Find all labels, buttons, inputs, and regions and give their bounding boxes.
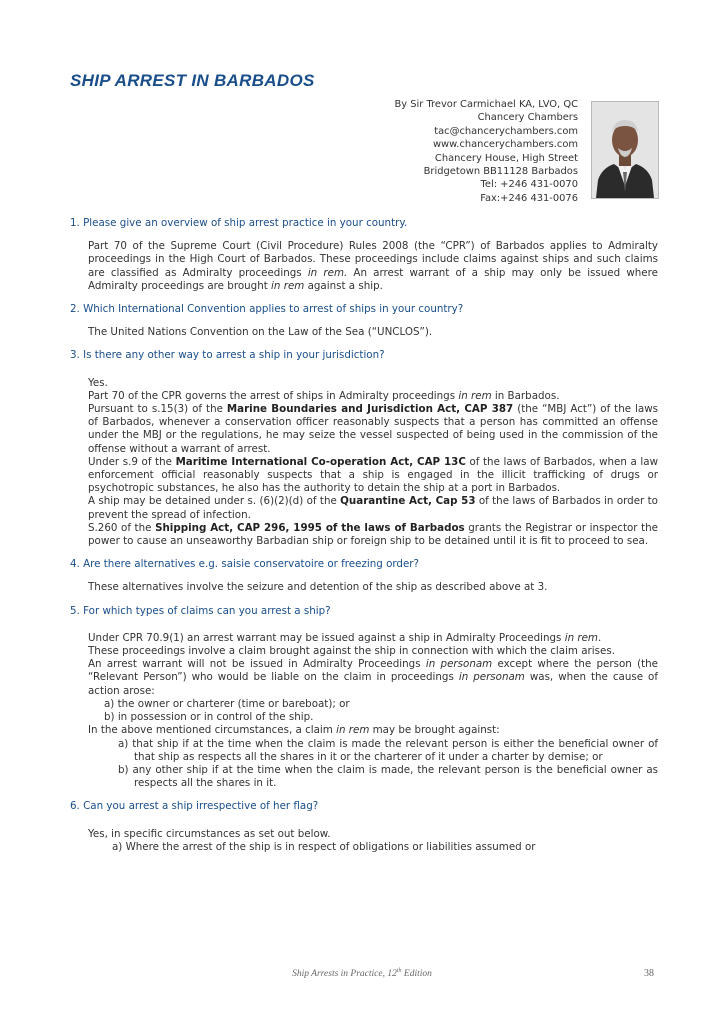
author-tel: Tel: +246 431-0070 [480, 179, 578, 191]
question-6-para-1: Yes, in specific circumstances as set out below. [88, 827, 331, 840]
question-6-heading: 6. Can you arrest a ship irrespective of her flag? [70, 800, 319, 813]
author-website[interactable]: www.chancerychambers.com [432, 139, 578, 151]
portrait-illustration [592, 102, 658, 198]
author-firm: Chancery Chambers [477, 112, 578, 124]
question-5-para-1: Under CPR 70.9(1) an arrest warrant may be issued against a ship in Admiralty Proceedings in rem. [88, 631, 602, 644]
question-2-answer: The United Nations Convention on the Law of the Sea (“UNCLOS”). [88, 326, 433, 339]
question-6-item-a: a) Where the arrest of the ship is in respect of obligations or liabilities assumed or [112, 840, 536, 853]
question-2-heading: 2. Which International Convention applies to arrest of ships in your country? [70, 303, 464, 316]
question-3-para-5: S.260 of the Shipping Act, CAP 296, 1995 of the laws of Barbados grants the Registrar or inspector the power to cause an unseaworthy Barbadian ship or foreign ship to be detained until it is fit to proceed to sea. [88, 521, 659, 548]
question-4-heading: 4. Are there alternatives e.g. saisie conservatoire or freezing order? [70, 558, 419, 571]
page-footer: Ship Arrests in Practice, 12th Edition [292, 968, 432, 980]
page-title: SHIP ARREST IN BARBADOS [70, 71, 315, 90]
question-5-para-2: These proceedings involve a claim brought against the ship in connection with which the claim arises. [88, 645, 615, 658]
article-body [70, 217, 658, 854]
question-5-item-b2: b) any other ship if at the time when the claim is made, the relevant person is the beneficial owner as respects all the shares in it. [118, 763, 658, 790]
author-block [395, 98, 579, 205]
author-portrait [591, 101, 659, 199]
question-5-item-a2: a) that ship if at the time when the claim is made the relevant person is either the beneficial owner of that ship as respects all the shares in it or the charterer of it under a charter by demise; or [118, 737, 658, 763]
question-5-heading: 5. For which types of claims can you arrest a ship? [70, 604, 331, 617]
question-3-para-2: Pursuant to s.15(3) of the Marine Boundaries and Jurisdiction Act, CAP 387 (the “MBJ Act”) of the laws of Barbados, whenever a conservation officer reasonably suspects that a person has committed an offense under the MBJ or the regulations, he may seize the vessel suspected of being used in the commission of the offense without a warrant of arrest. [88, 403, 658, 455]
author-address-2: Bridgetown BB11128 Barbados [423, 166, 578, 178]
question-3-para-3: Under s.9 of the Maritime International Co-operation Act, CAP 13C of the laws of Barbados, when a law enforcement official reasonably suspects that a ship is engaged in the illicit trafficking of drugs or psychotropic substances, he also has the authority to detain the ship at a port in Barbados. [88, 455, 658, 495]
question-1-heading: 1. Please give an overview of ship arrest practice in your country. [70, 217, 408, 229]
author-address-1: Chancery House, High Street [434, 152, 578, 164]
question-4-answer: These alternatives involve the seizure and detention of the ship as described above at 3. [88, 581, 548, 594]
question-1-answer: Part 70 of the Supreme Court (Civil Procedure) Rules 2008 (the “CPR”) of Barbados applies to Admiralty proceedings in the High Court of Barbados. These proceedings include claims against ships and such claims are classified as Admiralty proceedings in rem. An arrest warrant of a ship may only be issued where Admiralty proceedings are brought in rem against a ship. [88, 240, 658, 292]
question-3-yes: Yes. [88, 376, 108, 389]
question-5-item-a1: a) the owner or charterer (time or bareboat); or [104, 697, 350, 710]
author-name: By Sir Trevor Carmichael KA, LVO, QC [394, 99, 578, 110]
author-email[interactable]: tac@chancerychambers.com [434, 125, 578, 137]
question-5-item-b1: b) in possession or in control of the ship. [104, 711, 314, 724]
question-5-para-3: An arrest warrant will not be issued in Admiralty Proceedings in personam except where the person (the “Relevant Person”) who would be liable on the claim in proceedings in personam was, when the cause of action arose: [88, 658, 658, 697]
question-3-heading: 3. Is there any other way to arrest a ship in your jurisdiction? [70, 349, 385, 362]
question-3-para-4: A ship may be detained under s. (6)(2)(d) of the Quarantine Act, Cap 53 of the laws of Barbados in order to prevent the spread of infection. [88, 495, 658, 521]
page-number: 38 [644, 968, 654, 979]
author-fax: Fax:+246 431-0076 [480, 192, 578, 204]
question-5-para-4: In the above mentioned circumstances, a claim in rem may be brought against: [88, 724, 500, 737]
question-3-para-1: Part 70 of the CPR governs the arrest of ships in Admiralty proceedings in rem in Barbados. [88, 389, 560, 402]
